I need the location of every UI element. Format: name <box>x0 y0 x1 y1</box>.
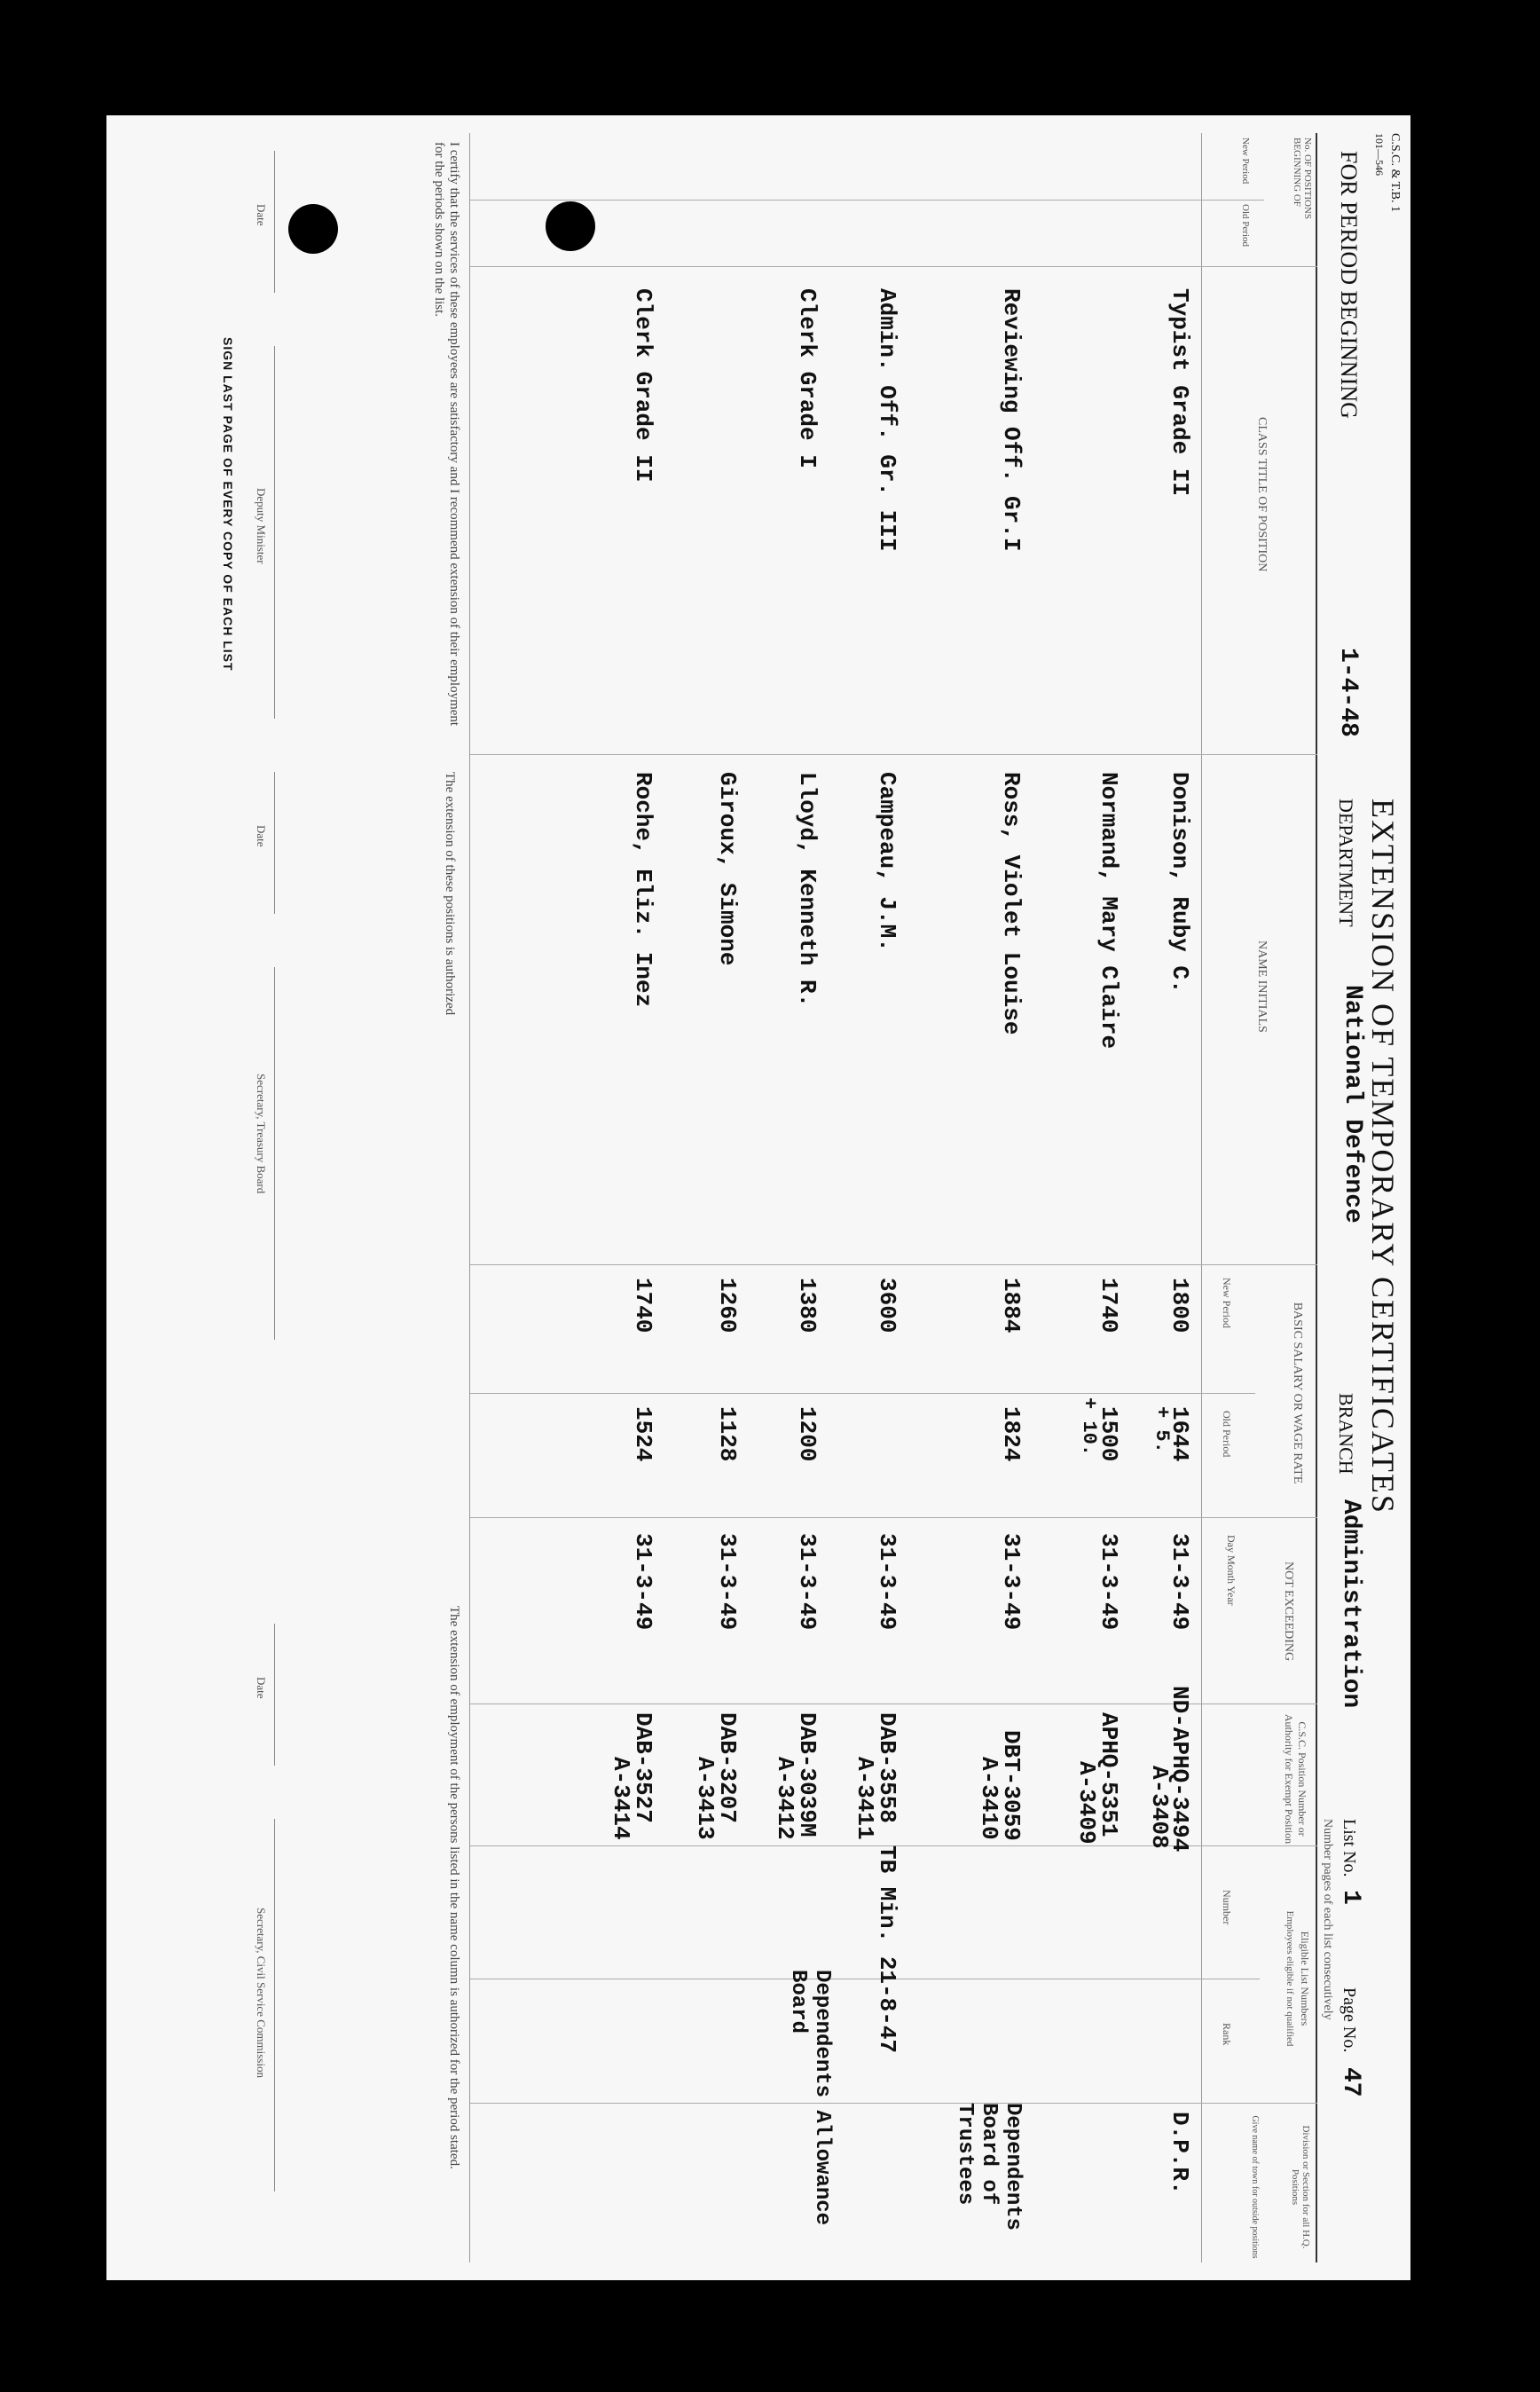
position-cell-2: A-3413 <box>692 1757 719 1840</box>
branch-value: Administration <box>1337 1499 1364 1709</box>
department-value: National Defence <box>1339 985 1366 1224</box>
position-cell: APHQ-5351 <box>1096 1712 1122 1837</box>
salary-new-cell: 1260 <box>714 1278 741 1334</box>
class-title-cell: Admin. Off. Gr. III <box>874 288 900 552</box>
header-csc-position: C.S.C. Position Number or Authority for Exempt Position <box>1283 1713 1308 1845</box>
name-cell: Roche, Eliz. Inez <box>630 772 656 1008</box>
date-cell: 31-3-49 <box>630 1533 656 1631</box>
division-cell: TB Min. 21-8-47 <box>874 1845 900 2054</box>
salary-old-cell: 1200 <box>794 1406 821 1462</box>
date-label-treasury: Date <box>255 825 268 847</box>
position-cell-2: A-3408 <box>1146 1766 1173 1849</box>
header-salary: BASIC SALARY OR WAGE RATE <box>1291 1302 1304 1484</box>
form-code-2: 101—546 <box>1373 133 1386 176</box>
header-salary-new: New Period <box>1221 1278 1233 1328</box>
position-cell-2: A-3414 <box>608 1757 634 1840</box>
name-cell: Ross, Violet Louise <box>998 772 1025 1035</box>
name-cell: Campeau, J.M. <box>874 772 900 952</box>
position-cell: DAB-3207 <box>714 1712 741 1823</box>
header-division: Division or Section for all H.Q. Positions <box>1290 2125 1311 2249</box>
authorized-text: The extension of these positions is authorized <box>443 772 457 1016</box>
list-no-label: List No. <box>1340 1819 1359 1877</box>
header-number: Number <box>1221 1890 1233 1925</box>
date-cell: 31-3-49 <box>794 1533 821 1631</box>
number-pages-note: Number pages of each list consecutively <box>1321 1819 1334 2020</box>
date-label-csc: Date <box>255 1677 268 1699</box>
csc-text: The extension of employment of the persons listed in the name column is authorized for the period stated. <box>447 1606 461 2169</box>
treasury-board-label: Secretary, Treasury Board <box>255 1074 268 1194</box>
rotated-form <box>106 115 1410 2280</box>
date-cell: 31-3-49 <box>998 1533 1025 1631</box>
position-cell: DAB-3527 <box>630 1712 656 1823</box>
salary-new-cell: 1380 <box>794 1278 821 1334</box>
header-division-sub: Give name of town for outside positions <box>1250 2115 1260 2259</box>
header-new-period: New Period <box>1240 138 1251 185</box>
page-no-label: Page No. <box>1340 1987 1359 2053</box>
salary-old-extra: + 10. <box>1078 1397 1100 1457</box>
form-code: C.S.C. & T.B. 1 <box>1388 133 1402 212</box>
name-cell: Giroux, Simone <box>714 772 741 966</box>
salary-old-extra: + 5. <box>1151 1406 1173 1453</box>
list-no-value: 1 <box>1337 1890 1364 1905</box>
position-cell-2: A-3412 <box>772 1757 798 1840</box>
header-name: NAME INITIALS <box>1255 940 1269 1033</box>
division-cell: Dependents Allowance Board <box>786 1970 834 2226</box>
page-no-value: 47 <box>1337 2067 1364 2097</box>
position-cell: DBT-3059 <box>998 1730 1025 1841</box>
name-cell: Lloyd, Kenneth R. <box>794 772 821 1008</box>
salary-old-cell: 1644 <box>1167 1406 1193 1462</box>
division-cell: D.P.R. <box>1167 2112 1193 2195</box>
header-positions: No. OF POSITIONS BEGINNING OF <box>1292 138 1313 219</box>
header-salary-old: Old Period <box>1221 1411 1233 1458</box>
certify-text: I certify that the services of these employees are satisfactory and I recommend extension of their employment for the periods shown on the list. <box>432 142 461 727</box>
deputy-minister-label: Deputy Minister <box>255 488 268 564</box>
salary-new-cell: 1800 <box>1167 1278 1193 1334</box>
date-label-deputy: Date <box>255 204 268 226</box>
class-title-cell: Reviewing Off. Gr.I <box>998 288 1025 552</box>
document-page <box>106 115 1410 2280</box>
salary-old-cell: 1500 <box>1096 1406 1122 1462</box>
csc-label: Secretary, Civil Service Commission <box>255 1908 268 2078</box>
sign-last-notice: SIGN LAST PAGE OF EVERY COPY OF EACH LIST <box>221 337 235 672</box>
salary-new-cell: 3600 <box>874 1278 900 1334</box>
position-cell: DAB-3039M <box>794 1712 821 1837</box>
department-label: DEPARTMENT <box>1335 799 1357 927</box>
period-label: FOR PERIOD BEGINNING <box>1336 151 1362 419</box>
position-cell: ND-APHQ-3494 <box>1167 1686 1193 1853</box>
name-cell: Donison, Ruby C. <box>1167 772 1193 994</box>
header-rank: Rank <box>1221 2023 1233 2046</box>
header-class-title: CLASS TITLE OF POSITION <box>1255 417 1269 572</box>
salary-old-cell: 1524 <box>630 1406 656 1462</box>
header-eligible: Eligible List Numbers <box>1299 1931 1311 2026</box>
division-cell: Dependents Board of Trustees <box>953 2103 1025 2231</box>
period-value: 1-4-48 <box>1334 648 1362 737</box>
header-not-exceeding: NOT EXCEEDING <box>1282 1562 1295 1662</box>
name-cell: Normand, Mary Claire <box>1096 772 1122 1050</box>
position-cell: DAB-3558 <box>874 1712 900 1823</box>
position-cell-2: A-3409 <box>1073 1761 1100 1845</box>
position-cell-2: A-3410 <box>976 1757 1002 1840</box>
position-cell-2: A-3411 <box>852 1757 878 1840</box>
class-title-cell: Clerk Grade II <box>630 288 656 483</box>
header-old-period: Old Period <box>1240 204 1251 247</box>
salary-new-cell: 1740 <box>630 1278 656 1334</box>
form-title: EXTENSION OF TEMPORARY CERTIFICATES <box>1365 799 1401 1515</box>
class-title-cell: Clerk Grade I <box>794 288 821 468</box>
branch-label: BRANCH <box>1335 1393 1357 1475</box>
date-cell: 31-3-49 <box>874 1533 900 1631</box>
salary-old-cell: 1824 <box>998 1406 1025 1462</box>
header-day-month-year: Day Month Year <box>1225 1535 1238 1606</box>
salary-new-cell: 1740 <box>1096 1278 1122 1334</box>
header-eligible-sub: Employees eligible if not qualified <box>1285 1910 1295 2047</box>
salary-old-cell: 1128 <box>714 1406 741 1462</box>
date-cell: 31-3-49 <box>1167 1533 1193 1631</box>
salary-new-cell: 1884 <box>998 1278 1025 1334</box>
class-title-cell: Typist Grade II <box>1167 288 1193 497</box>
date-cell: 31-3-49 <box>1096 1533 1122 1631</box>
date-cell: 31-3-49 <box>714 1533 741 1631</box>
